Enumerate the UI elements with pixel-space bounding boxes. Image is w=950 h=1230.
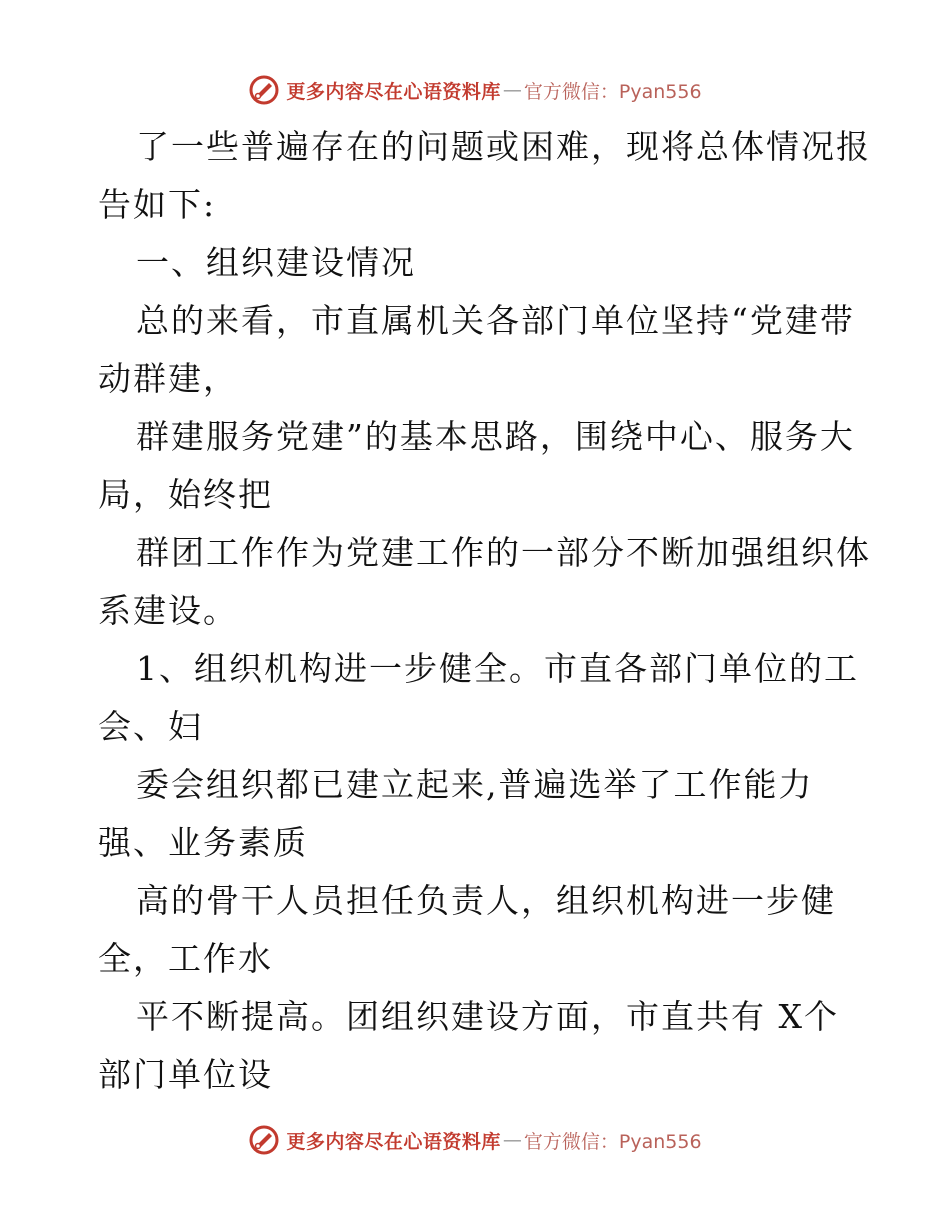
body-line: 委会组织都已建立起来,普遍选举了工作能力: [136, 765, 814, 804]
body-line: 部门单位设: [98, 1055, 273, 1094]
banner-separator: —: [502, 1129, 522, 1151]
body-line: 会、妇: [98, 707, 203, 746]
body-line: 局，始终把: [98, 475, 273, 514]
banner-main-text: 更多内容尽在心语资料库: [286, 80, 501, 103]
banner-contact-text: 官方微信：Pyan556: [523, 80, 702, 103]
body-line: 总的来看，市直属机关各部门单位坚持“党建带: [136, 301, 855, 340]
body-line: 了一些普遍存在的问题或困难，现将总体情况报: [136, 127, 871, 166]
logo-icon: [248, 74, 280, 106]
body-line: 全，工作水: [98, 939, 273, 978]
footer-banner: [0, 1120, 950, 1160]
body-line: 系建设。: [98, 591, 238, 630]
body-line: 平不断提高。团组织建设方面，市直共有 X个: [136, 997, 839, 1036]
body-line: 告如下:: [98, 185, 217, 224]
body-line: 1、组织机构进一步健全。市直各部门单位的工: [136, 649, 859, 688]
body-line: 群团工作作为党建工作的一部分不断加强组织体: [136, 533, 871, 572]
banner-separator: —: [502, 79, 522, 101]
body-line: 强、业务素质: [98, 823, 308, 862]
body-line: 高的骨干人员担任负责人，组织机构进一步健: [136, 881, 836, 920]
logo-icon: [248, 1124, 280, 1156]
header-banner: [0, 70, 950, 110]
document-body: [98, 118, 871, 1104]
banner-main-text: 更多内容尽在心语资料库: [286, 1130, 501, 1153]
body-line: 群建服务党建”的基本思路，围绕中心、服务大: [136, 417, 855, 456]
section-heading: 一、组织建设情况: [136, 243, 416, 282]
banner-contact-text: 官方微信：Pyan556: [523, 1130, 702, 1153]
body-line: 动群建，: [98, 359, 238, 398]
